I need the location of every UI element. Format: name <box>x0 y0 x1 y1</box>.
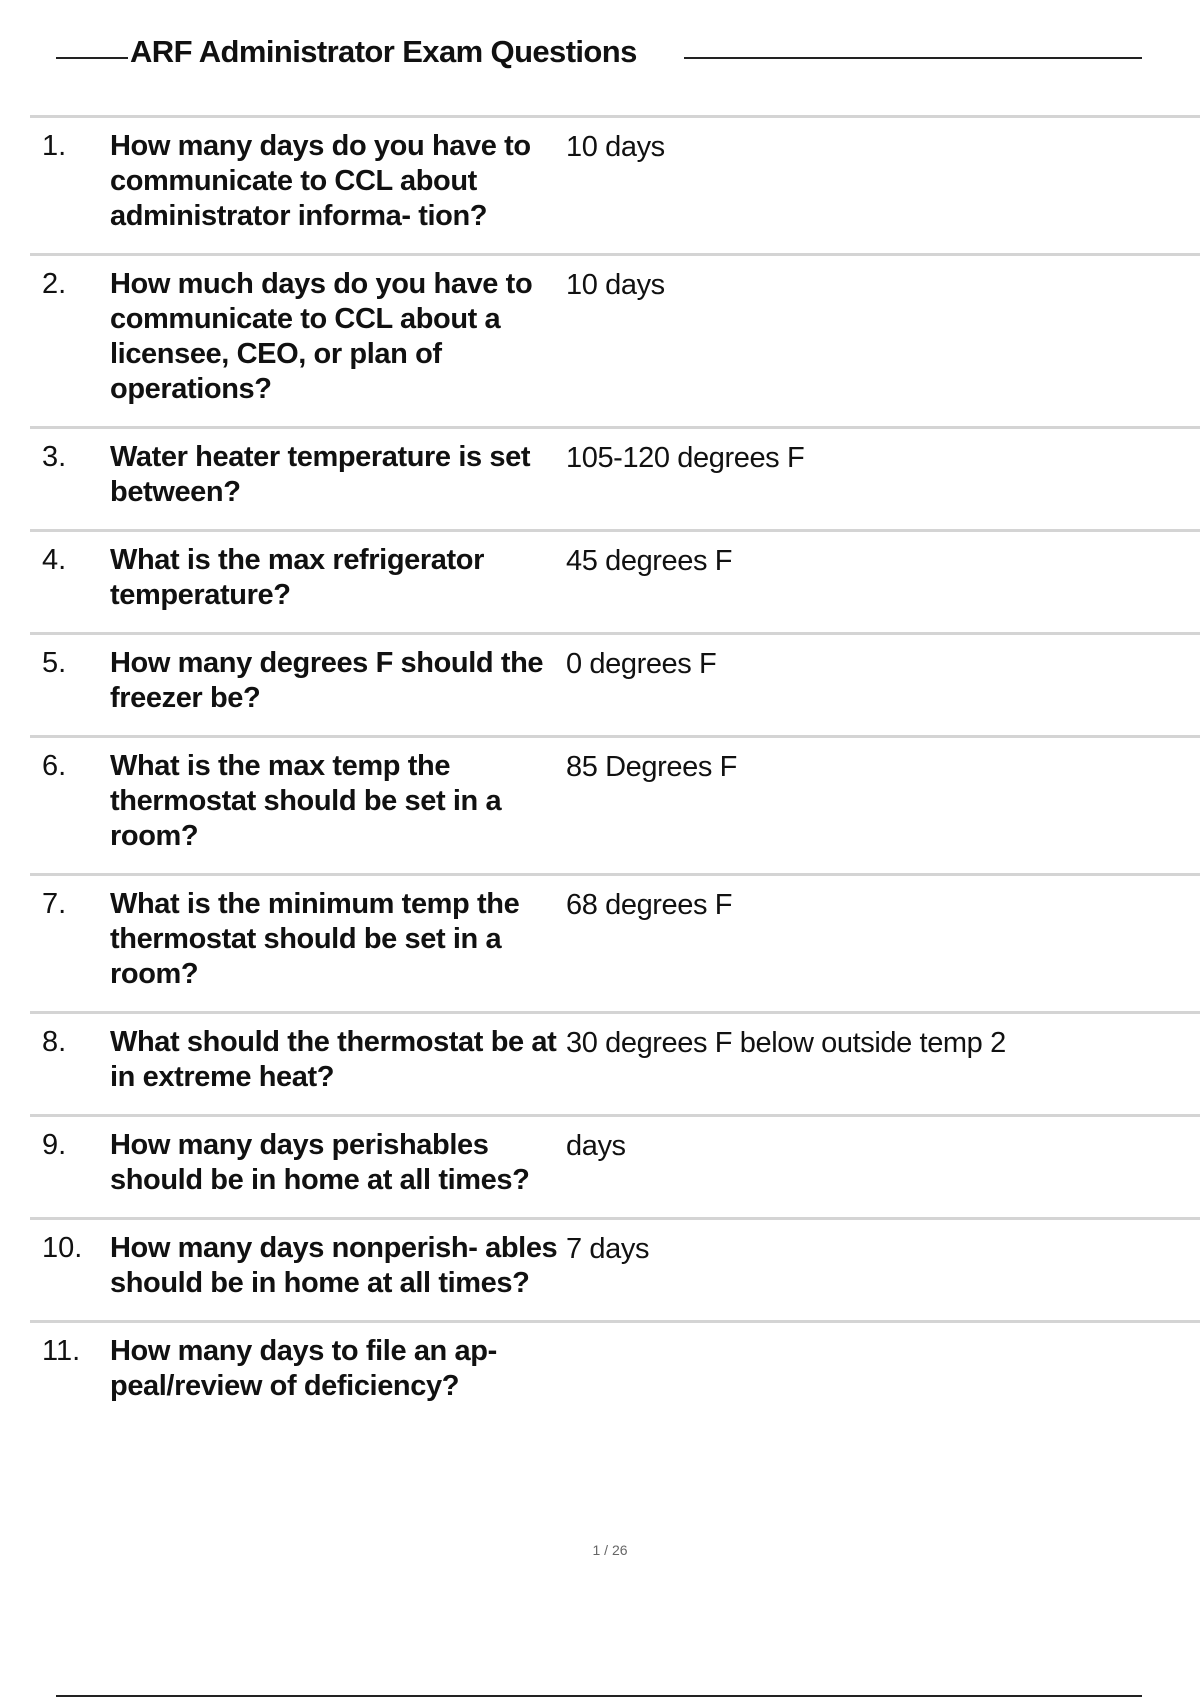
question-number: 9. <box>42 1129 67 1161</box>
question-number: 11. <box>42 1335 81 1367</box>
question-row-3 <box>30 429 1200 532</box>
header-rule-left <box>56 57 128 59</box>
answer-text: days <box>566 1130 626 1162</box>
question-number: 7. <box>42 888 67 920</box>
question-row-4 <box>30 532 1200 635</box>
document-title: ARF Administrator Exam Questions <box>130 34 637 69</box>
question-row-5 <box>30 635 1200 738</box>
answer-text: 10 days <box>566 269 665 301</box>
question-number: 8. <box>42 1026 67 1058</box>
page-header <box>56 30 1142 76</box>
question-number: 10. <box>42 1232 83 1264</box>
answer-text: 7 days <box>566 1233 650 1265</box>
question-text: How many days perishables should be in home at all times? <box>110 1129 530 1196</box>
answer-text: 30 degrees F below outside temp 2 <box>566 1027 1006 1059</box>
question-row-1 <box>30 118 1200 256</box>
question-row-8 <box>30 1014 1200 1117</box>
question-text: How many days to file an ap- peal/review of deficiency? <box>110 1335 497 1402</box>
question-row-6 <box>30 738 1200 876</box>
question-list <box>30 115 1200 1423</box>
question-text: What is the minimum temp the thermostat should be set in a room? <box>110 888 520 990</box>
answer-text: 105-120 degrees F <box>566 442 805 474</box>
question-row-2 <box>30 256 1200 429</box>
question-text: What should the thermostat be at in extreme heat? <box>110 1026 557 1093</box>
question-text: How many days do you have to communicate to CCL about administrator informa- tion? <box>110 130 531 232</box>
footer-rule <box>56 1695 1142 1697</box>
answer-text: 45 degrees F <box>566 545 733 577</box>
question-number: 1. <box>42 130 67 162</box>
question-number: 6. <box>42 750 67 782</box>
question-number: 4. <box>42 544 67 576</box>
question-row-7 <box>30 876 1200 1014</box>
answer-text: 0 degrees F <box>566 648 717 680</box>
header-rule-right <box>684 57 1142 59</box>
question-number: 3. <box>42 441 67 473</box>
question-text: How much days do you have to communicate to CCL about a licensee, CEO, or plan of operations? <box>110 268 533 405</box>
question-row-11 <box>30 1323 1200 1423</box>
question-text: What is the max refrigerator temperature? <box>110 544 484 611</box>
question-text: How many degrees F should the freezer be? <box>110 647 544 714</box>
question-text: How many days nonperish- ables should be in home at all times? <box>110 1232 558 1299</box>
page-number: 1 / 26 <box>592 1542 628 1558</box>
question-number: 2. <box>42 268 67 300</box>
answer-text: 10 days <box>566 131 665 163</box>
question-text: What is the max temp the thermostat should be set in a room? <box>110 750 502 852</box>
answer-text: 85 Degrees F <box>566 751 737 783</box>
question-row-10 <box>30 1220 1200 1323</box>
question-number: 5. <box>42 647 67 679</box>
answer-text: 68 degrees F <box>566 889 733 921</box>
question-text: Water heater temperature is set between? <box>110 441 531 508</box>
question-row-9 <box>30 1117 1200 1220</box>
